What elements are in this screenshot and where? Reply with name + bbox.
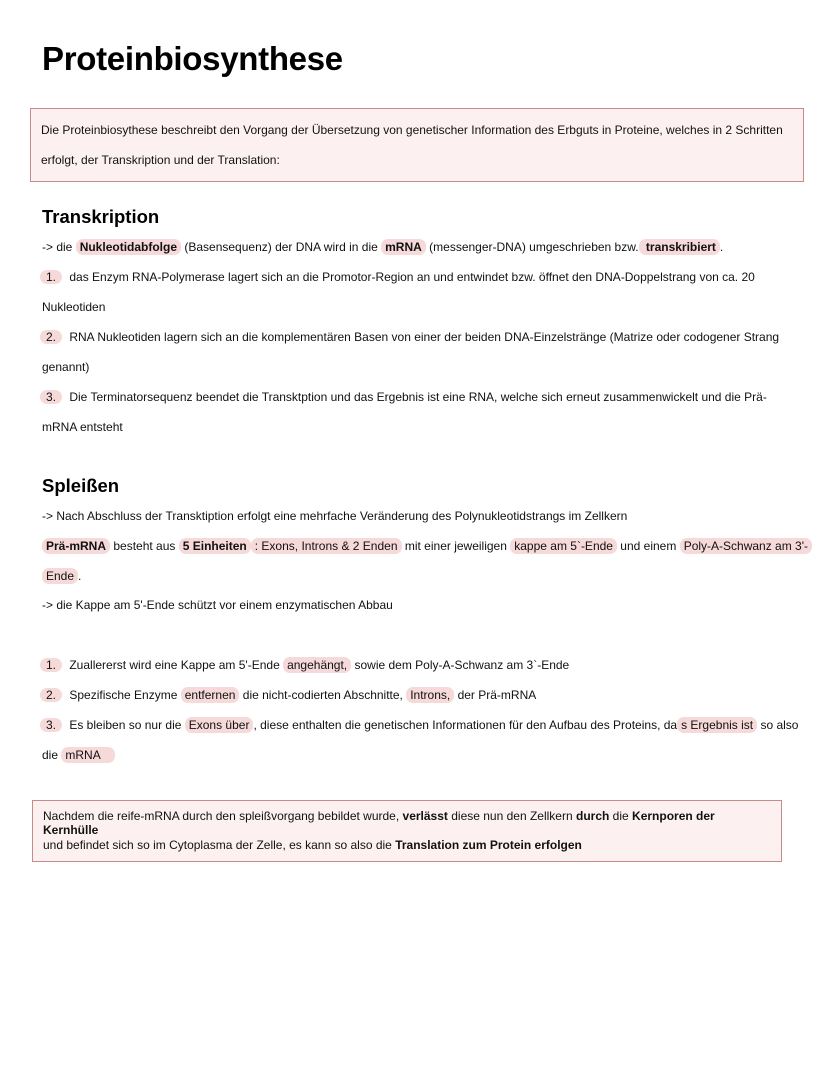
step-number: 1. (40, 270, 62, 284)
pra-mrna-line-cont: Ende . (42, 569, 81, 583)
highlight-entfernen: entfernen (181, 687, 240, 703)
spleissen-heading: Spleißen (42, 475, 120, 496)
kappe-note: -> die Kappe am 5'-Ende schützt vor einem enzymatischen Abbau (42, 598, 393, 612)
step-number: 3. (40, 718, 62, 732)
pra-mrna-line: Prä-mRNA besteht aus 5 Einheiten : Exons, Introns & 2 Enden mit einer jeweiligen kappe am 5`-Ende und einem Poly-A-Schwanz am 3'- (42, 539, 812, 553)
outro-line-1: Nachdem die reife-mRNA durch den spleißvorgang bebildet wurde, verlässt diese nun den Zellkern durch die Kernporen der Kernhülle (43, 809, 715, 837)
transkription-step-2-cont: genannt) (42, 360, 90, 374)
highlight-poly-a: Poly-A-Schwanz am 3'- (680, 538, 812, 554)
highlight-mrna-final: mRNA (61, 747, 114, 763)
highlight-transkribiert: transkribiert (639, 239, 720, 255)
highlight-ende: Ende (42, 568, 78, 584)
highlight-exons-introns: : Exons, Introns & 2 Enden (251, 538, 402, 554)
transkription-step-3: 3. Die Terminatorsequenz beendet die Transktption und das Ergebnis ist eine RNA, welche sich erneut zusammenwickelt und die Prä- (42, 390, 767, 404)
spleissen-step-3: 3. Es bleiben so nur die Exons über , diese enthalten die genetischen Informationen für den Aufbau des Proteins, da s Ergebnis ist so also (42, 718, 798, 732)
spleissen-step-1: 1. Zuallererst wird eine Kappe am 5'-Ende angehängt, sowie dem Poly-A-Schwanz am 3`-Ende (42, 658, 569, 672)
outro-line-2: und befindet sich so im Cytoplasma der Zelle, es kann so also die Translation zum Protein erfolgen (43, 838, 582, 852)
highlight-exons-ueber: Exons über (185, 717, 254, 733)
outro-box (32, 800, 782, 862)
page-title: Proteinbiosynthese (42, 40, 343, 77)
transkription-lead: -> die Nukleotidabfolge (Basensequenz) der DNA wird in die mRNA (messenger-DNA) umgeschrieben bzw. transkribiert . (42, 240, 724, 254)
intro-line-1: Die Proteinbiosythese beschreibt den Vorgang der Übersetzung von genetischer Information des Erbguts in Proteine, welches in 2 Schritten (41, 123, 783, 137)
transkription-step-1-cont: Nukleotiden (42, 300, 106, 314)
spleissen-lead: -> Nach Abschluss der Transktiption erfolgt eine mehrfache Veränderung des Polynukleotidstrangs im Zellkern (42, 509, 628, 523)
intro-box (30, 108, 804, 182)
highlight-nukleotidabfolge: Nukleotidabfolge (76, 239, 181, 255)
transkription-step-3-cont: mRNA entsteht (42, 420, 123, 434)
transkription-heading: Transkription (42, 206, 160, 227)
step-number: 1. (40, 658, 62, 672)
highlight-pra-mrna: Prä-mRNA (42, 538, 110, 554)
highlight-ergebnis: s Ergebnis ist (677, 717, 757, 733)
spleissen-step-2: 2. Spezifische Enzyme entfernen die nicht-codierten Abschnitte, Introns, der Prä-mRNA (42, 688, 536, 702)
highlight-mrna: mRNA (381, 239, 426, 255)
spleissen-step-3-cont: die mRNA (42, 748, 115, 762)
highlight-angehaengt: angehängt, (283, 657, 351, 673)
intro-line-2: erfolgt, der Transkription und der Translation: (41, 153, 280, 167)
step-number: 2. (40, 688, 62, 702)
transkription-step-2: 2. RNA Nukleotiden lagern sich an die komplementären Basen von einer der beiden DNA-Einzelstränge (Matrize oder codogener Strang (42, 330, 779, 344)
transkription-step-1: 1. das Enzym RNA-Polymerase lagert sich an die Promotor-Region an und entwindet bzw. öffnet den DNA-Doppelstrang von ca. 20 (42, 270, 755, 284)
highlight-kappe: kappe am 5`-Ende (510, 538, 617, 554)
highlight-5-einheiten: 5 Einheiten (179, 538, 251, 554)
step-number: 3. (40, 390, 62, 404)
highlight-introns: Introns, (406, 687, 454, 703)
step-number: 2. (40, 330, 62, 344)
